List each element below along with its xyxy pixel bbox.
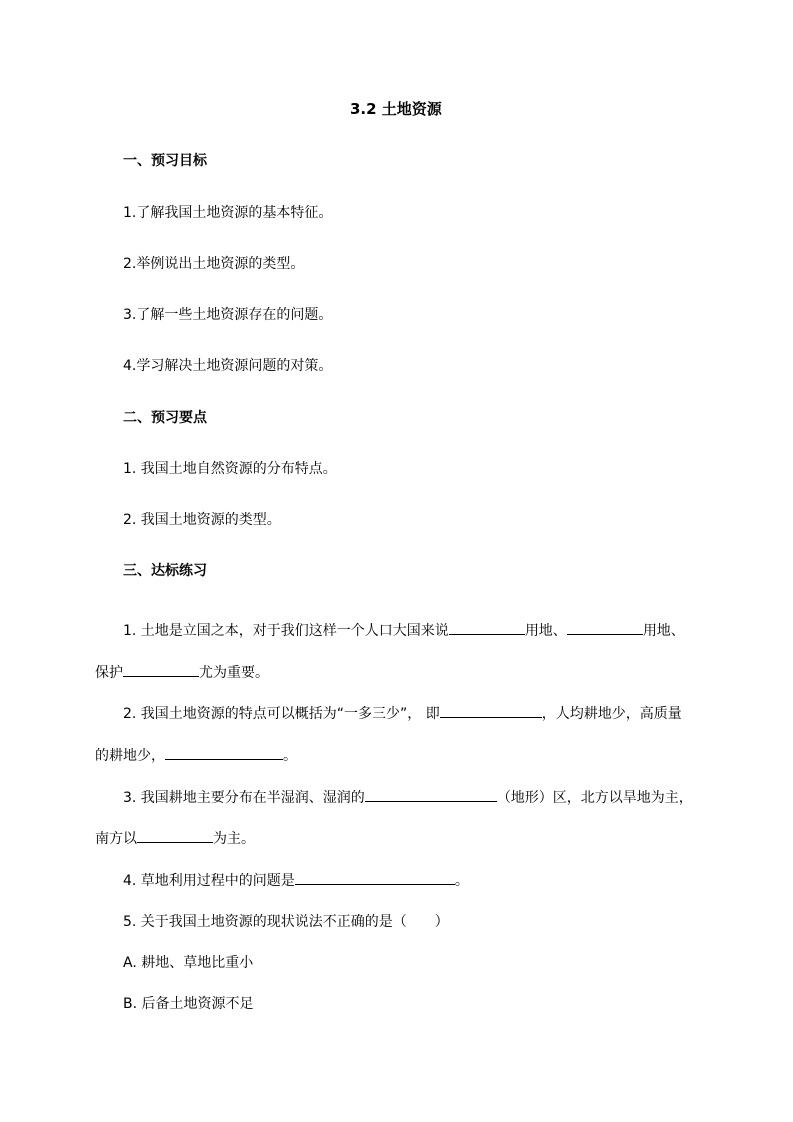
question-3-text-c: 南方以	[95, 831, 137, 847]
section-heading-practice: 三、达标练习	[123, 563, 207, 579]
question-1	[123, 620, 685, 641]
question-3-continued	[95, 828, 255, 849]
answer-blank[interactable]	[295, 870, 455, 885]
option-b[interactable]: B. 后备土地资源不足	[123, 996, 254, 1012]
section-heading-points: 二、预习要点	[123, 410, 207, 426]
question-2-text-b: ，人均耕地少，高质量	[541, 706, 682, 722]
goal-item-1: 1.了解我国土地资源的基本特征。	[123, 205, 333, 221]
answer-blank[interactable]	[440, 703, 542, 718]
question-3-text-b: （地形）区，北方以旱地为主，	[496, 790, 693, 806]
question-1-text-d: 保护	[95, 665, 123, 681]
question-3-text-a: 3. 我国耕地主要分布在半湿润、湿润的	[123, 790, 365, 806]
question-4	[123, 870, 469, 891]
point-item-2: 2. 我国土地资源的类型。	[123, 512, 281, 528]
goal-item-2: 2.举例说出土地资源的类型。	[123, 256, 305, 272]
answer-blank[interactable]	[123, 662, 199, 677]
question-2-continued	[95, 745, 297, 766]
answer-blank[interactable]	[567, 620, 643, 635]
answer-blank[interactable]	[365, 787, 497, 802]
answer-blank[interactable]	[449, 620, 525, 635]
question-2-text-d: 。	[283, 748, 297, 764]
point-item-1: 1. 我国土地自然资源的分布特点。	[123, 461, 337, 477]
question-4-text-b: 。	[454, 873, 469, 889]
option-a[interactable]: A. 耕地、草地比重小	[123, 955, 254, 971]
answer-blank[interactable]	[137, 828, 213, 843]
goal-item-3: 3.了解一些土地资源存在的问题。	[123, 307, 333, 323]
question-1-text-b: 用地、	[524, 623, 567, 639]
question-2-text-a: 2. 我国土地资源的特点可以概括为“一多三少”， 即	[123, 706, 440, 722]
question-5: 5. 关于我国土地资源的现状说法不正确的是（ ）	[123, 914, 449, 930]
goal-item-4: 4.学习解决土地资源问题的对策。	[123, 358, 333, 374]
question-2	[123, 703, 682, 724]
question-1-continued	[95, 662, 269, 683]
question-4-text-a: 4. 草地利用过程中的问题是	[123, 873, 295, 889]
question-3	[123, 787, 693, 808]
answer-blank[interactable]	[165, 745, 283, 760]
question-1-text-c: 用地、	[642, 623, 685, 639]
question-1-text-a: 1. 土地是立国之本，对于我们这样一个人口大国来说	[123, 623, 449, 639]
question-2-text-c: 的耕地少，	[95, 748, 165, 764]
question-1-text-e: 尤为重要。	[199, 665, 269, 681]
page-title: 3.2 土地资源	[350, 100, 442, 118]
question-3-text-d: 为主。	[213, 831, 255, 847]
section-heading-goals: 一、预习目标	[123, 153, 207, 169]
